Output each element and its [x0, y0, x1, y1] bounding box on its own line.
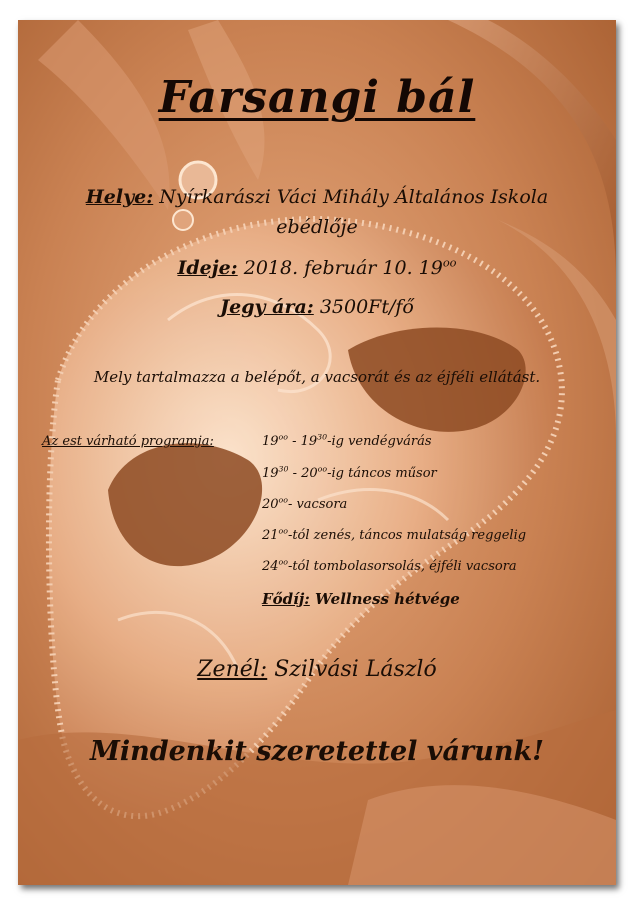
program-item: $20^{oo}-$ vacsora: [262, 495, 348, 512]
includes-note: Mely tartalmazza a belépőt, a vacsorát és az éjféli ellátást.: [93, 368, 541, 386]
prize-label: Fődíj:: [262, 590, 310, 608]
prize-line: [262, 590, 460, 608]
music-line: [18, 657, 616, 682]
program-item: $21^{oo}$-tól zenés, táncos mulatság reggelig: [262, 526, 527, 543]
ticket-value: 3500Ft/fő: [319, 296, 414, 318]
poster-title: Farsangi bál: [158, 72, 476, 123]
welcome-message: Mindenkit szeretettel várunk!: [89, 736, 545, 767]
venue-line: [18, 186, 616, 208]
program-item: $24^{oo}$-tól tombolasorsolás, éjféli vacsora: [262, 557, 517, 574]
program-item: $19^{30} - 20^{oo}-ig$ táncos műsor: [262, 464, 437, 481]
music-value: Szilvási László: [274, 657, 437, 682]
time-line: [18, 257, 616, 279]
ticket-line: [18, 296, 616, 318]
program-label: Az est várható programja:: [42, 434, 214, 449]
ticket-label: Jegy ára:: [220, 296, 314, 318]
venue-label: Helye:: [85, 186, 154, 208]
program-item: $19^{oo} - 19^{30}-ig$ vendégvárás: [262, 432, 432, 449]
time-superscript: oo: [442, 255, 457, 270]
venue-value-continued: ebédlője: [276, 216, 358, 238]
music-label: Zenél:: [197, 657, 268, 682]
time-label: Ideje:: [177, 257, 238, 279]
venue-value: Nyírkarászi Váci Mihály Általános Iskola: [159, 186, 549, 208]
prize-value: Wellness hétvége: [315, 590, 460, 608]
poster: [18, 20, 616, 885]
time-value: 2018. február 10. 19: [243, 257, 443, 279]
